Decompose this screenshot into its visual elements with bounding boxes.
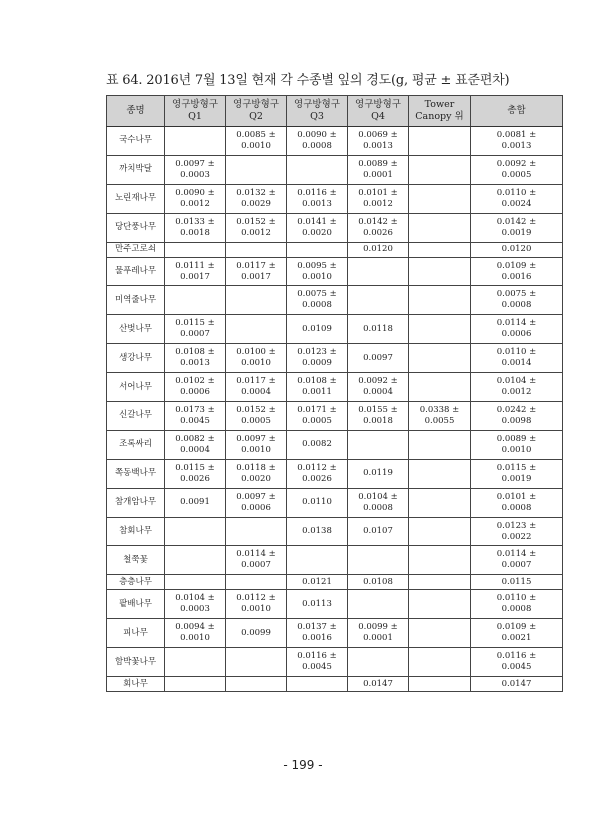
value-cell-q1 [165, 619, 226, 648]
value-cell-total [471, 619, 563, 648]
value-text: 0.0089 ± 0.0010 [496, 433, 537, 455]
value-text: 0.0099 ± 0.0001 [358, 622, 398, 644]
value-text: 0.0110 ± 0.0024 [496, 187, 537, 209]
value-text: 0.0107 [363, 526, 393, 537]
value-cell-tower-canopy [409, 344, 471, 373]
value-cell-q1 [165, 242, 226, 257]
value-cell-total [471, 373, 563, 402]
value-cell-q2 [226, 184, 287, 213]
value-cell-q4 [348, 213, 409, 242]
species-name-cell: 피나무 [107, 619, 165, 648]
value-cell-tower-canopy [409, 619, 471, 648]
value-text: 0.0090 ± 0.0012 [175, 187, 215, 209]
value-cell-tower-canopy [409, 488, 471, 517]
value-text: 0.0109 [302, 323, 332, 334]
species-name-cell: 생강나무 [107, 344, 165, 373]
value-cell-total [471, 127, 563, 156]
value-cell-tower-canopy [409, 242, 471, 257]
value-text: 0.0112 ± 0.0026 [297, 462, 337, 484]
value-cell-q2 [226, 344, 287, 373]
value-cell-q3 [287, 546, 348, 575]
value-text: 0.0138 [302, 526, 332, 537]
value-cell-tower-canopy [409, 546, 471, 575]
header-q3: 영구방형구 Q3 [287, 96, 348, 127]
value-text: 0.0109 ± 0.0021 [496, 622, 537, 644]
value-cell-q2 [226, 402, 287, 431]
table-row [107, 517, 563, 546]
value-text: 0.0114 ± 0.0007 [236, 549, 276, 571]
value-cell-q4 [348, 546, 409, 575]
value-text: 0.0171 ± 0.0005 [297, 404, 337, 426]
value-cell-q2 [226, 127, 287, 156]
page-number: - 199 - [283, 758, 323, 772]
value-cell-total [471, 677, 563, 692]
table-row [107, 546, 563, 575]
value-text: 0.0123 ± 0.0009 [297, 347, 337, 369]
value-cell-q1 [165, 648, 226, 677]
value-cell-q2 [226, 242, 287, 257]
value-text: 0.0085 ± 0.0010 [236, 129, 276, 151]
value-cell-q2 [226, 619, 287, 648]
value-text: 0.0108 [363, 576, 393, 587]
value-text: 0.0115 ± 0.0019 [496, 462, 537, 484]
species-name-cell: 만주고로쇠 [107, 242, 165, 257]
value-cell-q1 [165, 373, 226, 402]
value-text: 0.0110 ± 0.0014 [496, 347, 537, 369]
table-row [107, 648, 563, 677]
value-text: 0.0137 ± 0.0016 [297, 622, 337, 644]
value-text: 0.0097 ± 0.0003 [175, 158, 215, 180]
table-row [107, 127, 563, 156]
value-cell-tower-canopy [409, 213, 471, 242]
value-cell-q3 [287, 590, 348, 619]
value-cell-q4 [348, 517, 409, 546]
value-cell-total [471, 213, 563, 242]
value-cell-q2 [226, 213, 287, 242]
species-name-cell: 국수나무 [107, 127, 165, 156]
header-tower-canopy: Tower Canopy 위 [409, 96, 471, 127]
value-cell-q2 [226, 257, 287, 286]
value-text: 0.0101 ± 0.0008 [496, 491, 537, 513]
table-row [107, 242, 563, 257]
value-text: 0.0104 ± 0.0012 [496, 376, 537, 398]
value-cell-tower-canopy [409, 430, 471, 459]
value-cell-q2 [226, 373, 287, 402]
value-text: 0.0242 ± 0.0098 [496, 404, 537, 426]
value-text: 0.0120 [363, 244, 393, 255]
value-cell-tower-canopy [409, 286, 471, 315]
value-text: 0.0152 ± 0.0012 [236, 216, 276, 238]
value-cell-total [471, 575, 563, 590]
table-row [107, 257, 563, 286]
value-text: 0.0114 ± 0.0007 [496, 549, 537, 571]
value-cell-q1 [165, 344, 226, 373]
value-cell-tower-canopy [409, 517, 471, 546]
value-text: 0.0338 ± 0.0055 [419, 404, 460, 426]
value-text: 0.0141 ± 0.0020 [297, 216, 337, 238]
value-cell-q2 [226, 517, 287, 546]
value-text: 0.0147 [501, 678, 532, 689]
header-q2: 영구방형구 Q2 [226, 96, 287, 127]
value-cell-total [471, 315, 563, 344]
table-caption: 표 64. 2016년 7월 13일 현재 각 수종별 잎의 경도(g, 평균 ± 표준편차) [106, 73, 510, 88]
species-name-cell: 당단풍나무 [107, 213, 165, 242]
table-row [107, 619, 563, 648]
value-text: 0.0108 ± 0.0011 [297, 376, 337, 398]
value-cell-q2 [226, 155, 287, 184]
value-cell-q3 [287, 257, 348, 286]
value-cell-q3 [287, 488, 348, 517]
table-body [107, 127, 563, 692]
table-row [107, 344, 563, 373]
value-text: 0.0112 ± 0.0010 [236, 593, 276, 615]
value-text: 0.0097 [363, 352, 393, 363]
value-cell-q3 [287, 155, 348, 184]
value-text: 0.0082 ± 0.0004 [175, 433, 215, 455]
table-row [107, 402, 563, 431]
species-name-cell: 조록싸리 [107, 430, 165, 459]
value-cell-q3 [287, 459, 348, 488]
table-row [107, 286, 563, 315]
value-cell-q3 [287, 127, 348, 156]
value-cell-q2 [226, 677, 287, 692]
value-text: 0.0110 ± 0.0008 [496, 593, 537, 615]
value-text: 0.0097 ± 0.0010 [236, 433, 276, 455]
value-cell-q1 [165, 430, 226, 459]
leaf-hardness-table [106, 95, 563, 692]
species-name-cell: 함박꽃나무 [107, 648, 165, 677]
value-cell-total [471, 430, 563, 459]
value-cell-q2 [226, 459, 287, 488]
value-text: 0.0117 ± 0.0004 [236, 376, 276, 398]
value-cell-q4 [348, 257, 409, 286]
value-text: 0.0133 ± 0.0018 [175, 216, 215, 238]
value-cell-q3 [287, 648, 348, 677]
value-cell-total [471, 155, 563, 184]
header-species: 종명 [107, 96, 165, 127]
table-row [107, 459, 563, 488]
value-text: 0.0109 ± 0.0016 [496, 260, 537, 282]
value-text: 0.0090 ± 0.0008 [297, 129, 337, 151]
value-text: 0.0104 ± 0.0003 [175, 593, 215, 615]
value-cell-q3 [287, 242, 348, 257]
value-text: 0.0092 ± 0.0005 [496, 158, 537, 180]
species-name-cell: 신갈나무 [107, 402, 165, 431]
value-cell-tower-canopy [409, 402, 471, 431]
value-cell-total [471, 590, 563, 619]
species-name-cell: 산벚나무 [107, 315, 165, 344]
value-text: 0.0123 ± 0.0022 [496, 520, 537, 542]
value-cell-total [471, 517, 563, 546]
header-total: 총합 [471, 96, 563, 127]
value-text: 0.0075 ± 0.0008 [297, 289, 337, 311]
value-text: 0.0092 ± 0.0004 [358, 376, 398, 398]
value-cell-total [471, 184, 563, 213]
table-row [107, 430, 563, 459]
value-cell-q1 [165, 677, 226, 692]
value-cell-q4 [348, 373, 409, 402]
value-cell-q3 [287, 344, 348, 373]
value-cell-q2 [226, 546, 287, 575]
value-cell-q4 [348, 315, 409, 344]
value-cell-q2 [226, 315, 287, 344]
value-cell-q1 [165, 590, 226, 619]
value-text: 0.0120 [501, 244, 532, 255]
value-text: 0.0152 ± 0.0005 [236, 404, 276, 426]
value-cell-total [471, 546, 563, 575]
species-name-cell: 팥배나무 [107, 590, 165, 619]
value-cell-q4 [348, 155, 409, 184]
value-cell-tower-canopy [409, 677, 471, 692]
value-text: 0.0121 [302, 576, 332, 587]
value-cell-q2 [226, 590, 287, 619]
value-cell-q1 [165, 213, 226, 242]
value-text: 0.0113 [302, 598, 332, 609]
value-cell-q4 [348, 344, 409, 373]
species-name-cell: 참개암나무 [107, 488, 165, 517]
value-cell-q4 [348, 459, 409, 488]
value-text: 0.0115 [501, 576, 532, 587]
value-text: 0.0101 ± 0.0012 [358, 187, 398, 209]
value-cell-q1 [165, 315, 226, 344]
value-text: 0.0095 ± 0.0010 [297, 260, 337, 282]
value-text: 0.0089 ± 0.0001 [358, 158, 398, 180]
value-cell-tower-canopy [409, 590, 471, 619]
value-cell-q3 [287, 315, 348, 344]
value-cell-q4 [348, 575, 409, 590]
value-cell-tower-canopy [409, 184, 471, 213]
value-text: 0.0075 ± 0.0008 [496, 289, 537, 311]
value-text: 0.0142 ± 0.0019 [496, 216, 537, 238]
species-name-cell: 노린재나무 [107, 184, 165, 213]
value-cell-q3 [287, 430, 348, 459]
value-cell-tower-canopy [409, 257, 471, 286]
value-text: 0.0102 ± 0.0006 [175, 376, 215, 398]
table-row [107, 677, 563, 692]
value-cell-total [471, 402, 563, 431]
value-text: 0.0108 ± 0.0013 [175, 347, 215, 369]
table-row [107, 213, 563, 242]
value-cell-q1 [165, 575, 226, 590]
value-cell-q3 [287, 517, 348, 546]
value-cell-q4 [348, 488, 409, 517]
value-text: 0.0115 ± 0.0026 [175, 462, 215, 484]
value-cell-q3 [287, 619, 348, 648]
value-text: 0.0097 ± 0.0006 [236, 491, 276, 513]
table-row [107, 184, 563, 213]
value-cell-q3 [287, 373, 348, 402]
value-cell-q3 [287, 575, 348, 590]
value-cell-tower-canopy [409, 648, 471, 677]
species-name-cell: 까치박달 [107, 155, 165, 184]
value-cell-q1 [165, 257, 226, 286]
value-text: 0.0091 [180, 497, 210, 508]
value-cell-tower-canopy [409, 315, 471, 344]
species-name-cell: 철쭉꽃 [107, 546, 165, 575]
value-text: 0.0110 [302, 497, 332, 508]
species-name-cell: 쪽동백나무 [107, 459, 165, 488]
value-text: 0.0116 ± 0.0013 [297, 187, 337, 209]
species-name-cell: 층층나무 [107, 575, 165, 590]
value-text: 0.0119 [363, 468, 393, 479]
value-text: 0.0142 ± 0.0026 [358, 216, 398, 238]
value-cell-q4 [348, 242, 409, 257]
value-cell-total [471, 648, 563, 677]
table-row [107, 373, 563, 402]
value-cell-q4 [348, 430, 409, 459]
value-cell-q1 [165, 546, 226, 575]
value-cell-q1 [165, 286, 226, 315]
value-text: 0.0082 [302, 439, 332, 450]
species-name-cell: 회나무 [107, 677, 165, 692]
value-text: 0.0117 ± 0.0017 [236, 260, 276, 282]
value-cell-q3 [287, 677, 348, 692]
value-cell-q4 [348, 184, 409, 213]
value-cell-total [471, 459, 563, 488]
value-cell-q4 [348, 677, 409, 692]
value-cell-q2 [226, 648, 287, 677]
value-cell-q3 [287, 286, 348, 315]
species-name-cell: 미역줄나무 [107, 286, 165, 315]
value-cell-total [471, 344, 563, 373]
header-row [107, 96, 563, 127]
value-text: 0.0118 ± 0.0020 [236, 462, 276, 484]
value-text: 0.0100 ± 0.0010 [236, 347, 276, 369]
value-text: 0.0069 ± 0.0013 [358, 129, 398, 151]
value-cell-q1 [165, 155, 226, 184]
value-cell-total [471, 488, 563, 517]
header-q4: 영구방형구 Q4 [348, 96, 409, 127]
value-text: 0.0173 ± 0.0045 [175, 404, 215, 426]
value-cell-total [471, 286, 563, 315]
value-text: 0.0094 ± 0.0010 [175, 622, 215, 644]
value-cell-q3 [287, 402, 348, 431]
table-row [107, 315, 563, 344]
value-cell-q4 [348, 402, 409, 431]
value-cell-q2 [226, 430, 287, 459]
value-cell-q4 [348, 619, 409, 648]
value-cell-tower-canopy [409, 155, 471, 184]
value-cell-q1 [165, 517, 226, 546]
value-text: 0.0115 ± 0.0007 [175, 318, 215, 340]
table-row [107, 155, 563, 184]
value-cell-q2 [226, 575, 287, 590]
value-cell-tower-canopy [409, 575, 471, 590]
value-cell-tower-canopy [409, 459, 471, 488]
value-cell-q4 [348, 648, 409, 677]
value-cell-tower-canopy [409, 373, 471, 402]
value-text: 0.0147 [363, 678, 393, 689]
value-cell-tower-canopy [409, 127, 471, 156]
value-cell-q2 [226, 286, 287, 315]
value-text: 0.0114 ± 0.0006 [496, 318, 537, 340]
value-text: 0.0118 [363, 323, 393, 334]
header-q1: 영구방형구 Q1 [165, 96, 226, 127]
value-cell-q1 [165, 127, 226, 156]
value-text: 0.0104 ± 0.0008 [358, 491, 398, 513]
value-cell-q4 [348, 286, 409, 315]
value-text: 0.0116 ± 0.0045 [496, 651, 537, 673]
value-cell-q3 [287, 213, 348, 242]
species-name-cell: 참회나무 [107, 517, 165, 546]
table-row [107, 575, 563, 590]
species-name-cell: 서어나무 [107, 373, 165, 402]
value-text: 0.0099 [241, 627, 271, 638]
value-cell-q3 [287, 184, 348, 213]
value-cell-q1 [165, 402, 226, 431]
value-cell-q4 [348, 127, 409, 156]
table-row [107, 590, 563, 619]
value-text: 0.0116 ± 0.0045 [297, 651, 337, 673]
value-cell-q1 [165, 184, 226, 213]
species-name-cell: 물푸레나무 [107, 257, 165, 286]
value-cell-total [471, 257, 563, 286]
value-text: 0.0132 ± 0.0029 [236, 187, 276, 209]
value-text: 0.0111 ± 0.0017 [175, 260, 215, 282]
value-cell-q2 [226, 488, 287, 517]
value-cell-q1 [165, 488, 226, 517]
value-cell-q1 [165, 459, 226, 488]
table-row [107, 488, 563, 517]
value-cell-q4 [348, 590, 409, 619]
value-text: 0.0081 ± 0.0013 [496, 129, 537, 151]
value-cell-total [471, 242, 563, 257]
value-text: 0.0155 ± 0.0018 [358, 404, 398, 426]
